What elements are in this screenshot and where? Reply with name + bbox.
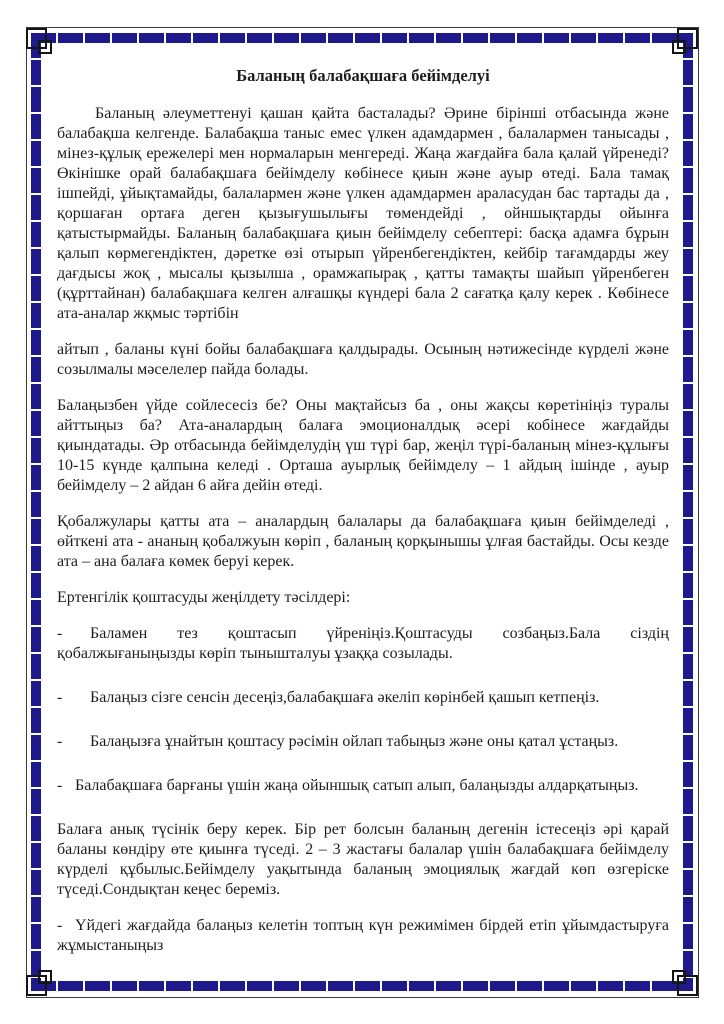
border-band-right bbox=[683, 33, 693, 991]
border-band-top bbox=[31, 33, 693, 43]
list-item-dash: - bbox=[57, 917, 63, 934]
list-item-dash: - bbox=[57, 733, 63, 750]
list-item-dash: - bbox=[57, 625, 63, 642]
paragraph-intro: Баланың әлеуметтенуі қашан қайта басталады? Әрине бірінші отбасында және балабақша келгенде. Балабақша таныс емес үлкен адамдармен , балалармен танысады , мінез-құлық ережелері мен нормаларын менгереді. Жаңа жағдайға бала қалай үйренеді? Өкінішке орай балабақшаға бейімделу көбінесе қиын және ауыр өтеді. Бала тамақ ішпейді, ұйықтамайды, балалармен және үлкен адамдармен араласудан бас тартады да , қоршаған ортаға деген қызығушылығы төмендейді , ойншықтарды ойынға қатыстырмайды. Баланың балабақшаға қиын бейімделу себептері: басқа адамға бұрын қалып көрмегендіктен, дәретке өзі отырып үйренбегендіктен, кейбір тағамдарды жеу дағдысы жоқ , мысалы қызылша , орамжапырақ , қатты тамақты шайып үйренбеген (құрттайнан) балабақшаға келген алғашқы күндері бала 2 сағатқа қалу керек . Көбінесе ата-аналар жқмыс тәртібін bbox=[57, 105, 669, 322]
document-title: Баланың балабақшаға бейімделуі bbox=[236, 66, 490, 85]
tips-heading: Ертенгілік қоштасуды жеңілдету тәсілдері: bbox=[57, 589, 351, 606]
list-item bbox=[57, 732, 669, 752]
list-item-text: Балаңызға ұнайтын қоштасу рәсімін ойлап табыңыз және оны қатал ұстаңыз. bbox=[90, 733, 619, 750]
border-corner-ornament-bottom-left-small bbox=[38, 970, 52, 984]
paragraph-advice: Балаға анық түсінік беру керек. Бір рет болсын баланың дегенін істесеңіз әрі қарай баланы көндіру өте қиынға түседі. 2 – 3 жастағы балалар үшін балабақшаға бейімделу күрделі құбылыс.Бейімделу уақытында баланың эмоциялық жағдай көп өзгеріске түседі.Сондықтан кеңес береміз. bbox=[57, 821, 669, 898]
list-item bbox=[57, 776, 669, 796]
list-item-text: Балаңыз сізге сенсін десеңіз,балабақшаға әкеліп көрінбей қашып кетпеңіз. bbox=[90, 689, 600, 706]
list-item bbox=[57, 688, 669, 708]
border-band-bottom bbox=[31, 981, 693, 991]
list-item-text: Үйдегі жағдайда балаңыз келетін топтың күн режимімен бірдей етіп ұйымдастыруға жұмыстаныңыз bbox=[57, 917, 669, 954]
paragraph-continuation: айтып , баланы күні бойы балабақшаға қалдырады. Осының нәтижесінде күрделі және созылмалы мәселелер пайда болады. bbox=[57, 341, 669, 378]
list-item-dash: - bbox=[57, 777, 63, 794]
list-item bbox=[57, 916, 669, 956]
paragraph-anxious-parents: Қобалжулары қатты ата – аналардың балалары да балабақшаға қиын бейімделеді , өйткені ата - ананың қобалжуын көріп , баланың қорқынышы ұлғая бастайды. Осы кезде ата – ана балаға көмек беруі керек. bbox=[57, 513, 669, 570]
paragraph-talk-at-home: Балаңызбен үйде сойлесесіз бе? Оны мақтайсыз ба , оны жақсы көретініңіз туралы айттыңыз ба? Ата-аналардың балаға эмоционалдық әсері кобінесе жағдайды қиындатады. Әр отбасында бейімделудің үш түрі бар, жеңіл түрі-баланың мінез-құлығы 10-15 күнде қалпына келеді . Орташа ауырлық бейімделу – 1 айдың ішінде , ауыр бейімделу – 2 айдан 6 айға дейін өтеді. bbox=[57, 397, 669, 494]
border-corner-ornament-bottom-right-small bbox=[672, 970, 686, 984]
border-corner-ornament-top-right-small bbox=[672, 40, 686, 54]
list-item bbox=[57, 624, 669, 664]
border-band-left bbox=[31, 33, 41, 991]
border-corner-ornament-top-left-small bbox=[38, 40, 52, 54]
list-item-dash: - bbox=[57, 689, 63, 706]
list-item-text: Баламен тез қоштасып үйреніңіз.Қоштасуды созбаңыз.Бала сіздің қобалжығаныңызды көріп тынышталуы ұзаққа созылады. bbox=[57, 625, 669, 662]
list-item-text: Балабақшаға барғаны үшін жаңа ойыншық сатып алып, балаңызды алдарқатыңыз. bbox=[75, 777, 639, 794]
document-content bbox=[57, 66, 669, 980]
